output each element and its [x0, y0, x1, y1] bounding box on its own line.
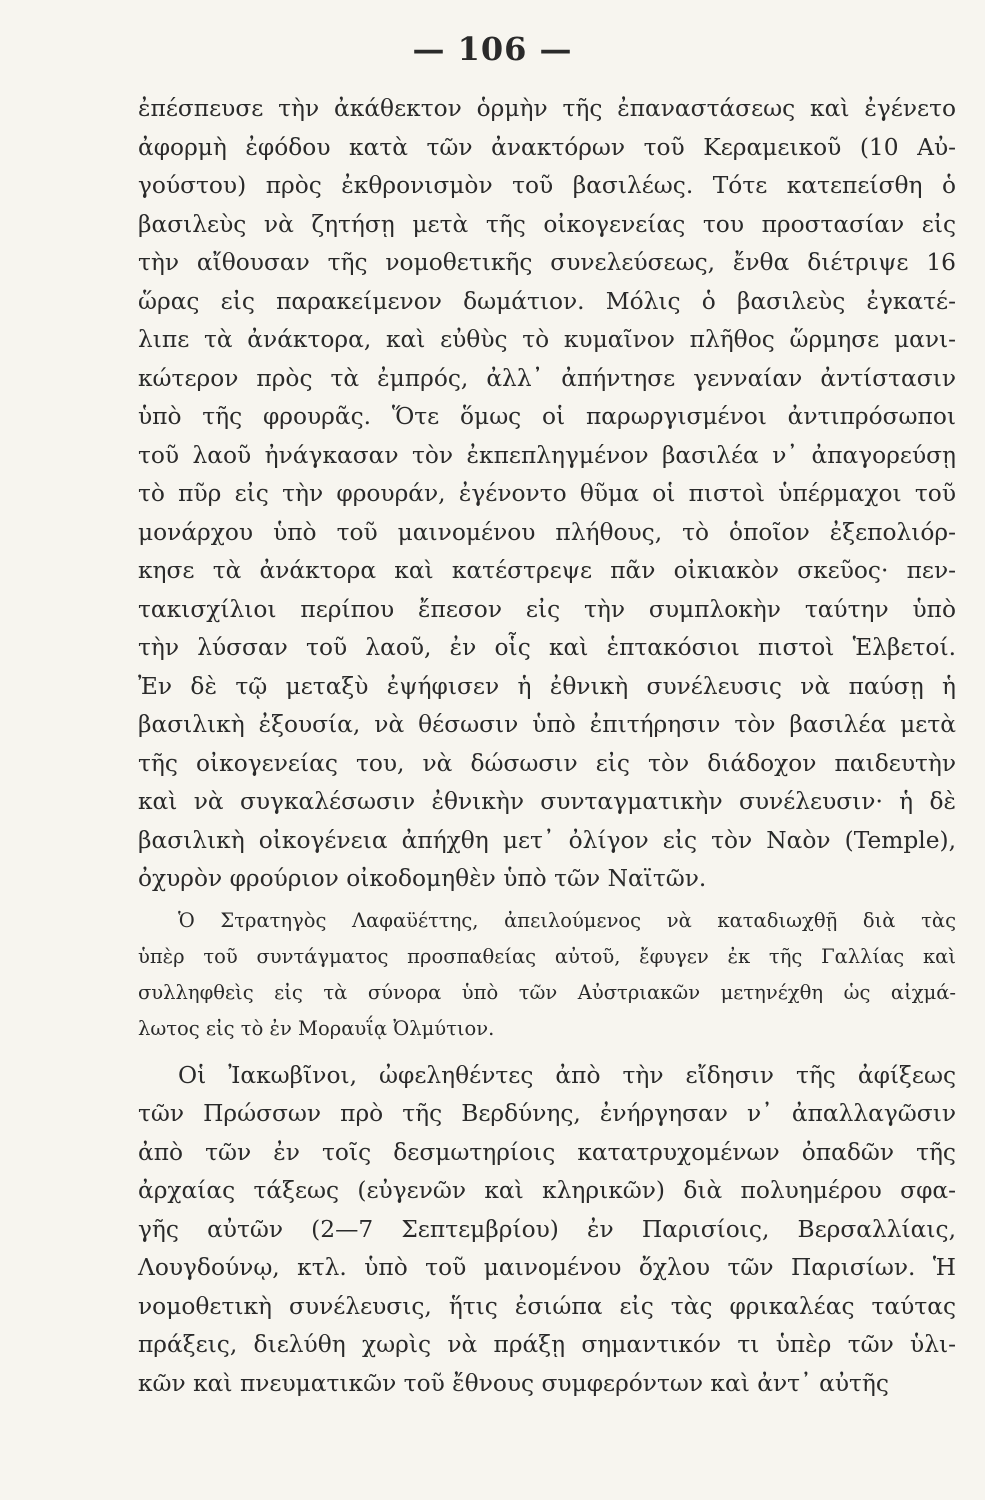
text-line: κῶν καὶ πνευματικῶν τοῦ ἔθνους συμφερόντων καὶ ἀντ᾽ αὐτῆς	[138, 1369, 889, 1397]
paragraph	[138, 90, 956, 899]
text-line: τακισχίλιοι περίπου ἔπεσον εἰς τὴν συμπλοκὴν ταύτην ὑπὸ	[138, 595, 956, 623]
text-line: ὑπὸ τῆς φρουρᾶς. Ὅτε ὅμως οἱ παρωργισμένοι ἀντιπρόσωποι	[138, 403, 956, 430]
text-line: τοῦ λαοῦ ἠνάγκασαν τὸν ἐκπεπληγμένον βασιλέα ν᾽ ἀπαγορεύσῃ	[138, 441, 956, 469]
text-line: τῆς οἰκογενείας του, νὰ δώσωσιν εἰς τὸν διάδοχον παιδευτὴν	[138, 749, 956, 777]
page-number: — 106 —	[412, 30, 573, 68]
text-line: κώτερον πρὸς τὰ ἐμπρός, ἀλλ᾽ ἀπήντησε γενναίαν ἀντίστασιν	[138, 364, 956, 392]
text-line: ἐπέσπευσε τὴν ἀκάθεκτον ὁρμὴν τῆς ἐπαναστάσεως καὶ ἐγένετο	[138, 95, 956, 122]
text-line: Ὁ Στρατηγὸς Λαφαϋέττης, ἀπειλούμενος νὰ καταδιωχθῇ διὰ τὰς	[178, 908, 956, 932]
text-line: ὀχυρὸν φρούριον οἰκοδομηθὲν ὑπὸ τῶν Ναϊτῶν.	[138, 865, 707, 892]
text-line: συλληφθεὶς εἰς τὰ σύνορα ὑπὸ τῶν Αὐστριακῶν μετηνέχθη ὡς αἰχμά-	[138, 980, 956, 1004]
text-line: λιπε τὰ ἀνάκτορα, καὶ εὐθὺς τὸ κυμαῖνον πλῆθος ὥρμησε μανι-	[138, 326, 956, 353]
text-line: νομοθετικὴ συνέλευσις, ἥτις ἐσιώπα εἰς τὰς φρικαλέας ταύτας	[138, 1292, 956, 1320]
text-line: γῆς αὐτῶν (2—7 Σεπτεμβρίου) ἐν Παρισίοις, Βερσαλλίαις,	[138, 1215, 956, 1243]
text-line: ἀρχαίας τάξεως (εὐγενῶν καὶ κληρικῶν) διὰ πολυημέρου σφα-	[138, 1177, 956, 1204]
page-body	[138, 90, 956, 1403]
text-line: βασιλικὴ ἐξουσία, νὰ θέσωσιν ὑπὸ ἐπιτήρησιν τὸν βασιλέα μετὰ	[138, 711, 956, 738]
text-line: Οἱ Ἰακωβῖνοι, ὠφεληθέντες ἀπὸ τὴν εἴδησιν τῆς ἀφίξεως	[178, 1061, 956, 1089]
text-line: τὴν λύσσαν τοῦ λαοῦ, ἐν οἷς καὶ ἑπτακόσιοι πιστοὶ Ἑλβετοί.	[138, 634, 956, 661]
text-line: ἀφορμὴ ἐφόδου κατὰ τῶν ἀνακτόρων τοῦ Κεραμεικοῦ (10 Αὐ-	[138, 133, 956, 161]
text-line: ἀπὸ τῶν ἐν τοῖς δεσμωτηρίοις κατατρυχομένων ὀπαδῶν τῆς	[138, 1138, 956, 1166]
text-line: καὶ νὰ συγκαλέσωσιν ἐθνικὴν συνταγματικὴν συνέλευσιν· ἡ δὲ	[138, 788, 956, 815]
text-line: Ἐν δὲ τῷ μεταξὺ ἐψήφισεν ἡ ἐθνικὴ συνέλευσις νὰ παύσῃ ἡ	[138, 672, 956, 700]
text-line: τὸ πῦρ εἰς τὴν φρουράν, ἐγένοντο θῦμα οἱ πιστοὶ ὑπέρμαχοι τοῦ	[138, 480, 956, 507]
text-line: λωτος εἰς τὸ ἐν Μοραυΐᾳ Ὀλμύτιον.	[138, 1016, 495, 1040]
text-line: μονάρχου ὑπὸ τοῦ μαινομένου πλήθους, τὸ ὁποῖον ἐξεπολιόρ-	[138, 518, 956, 546]
text-line: βασιλικὴ οἰκογένεια ἀπήχθη μετ᾽ ὀλίγον εἰς τὸν Ναὸν (Temple),	[138, 826, 956, 854]
text-line: βασιλεὺς νὰ ζητήσῃ μετὰ τῆς οἰκογενείας του προστασίαν εἰς	[138, 210, 956, 238]
text-line: ὥρας εἰς παρακείμενον δωμάτιον. Μόλις ὁ βασιλεὺς ἐγκατέ-	[138, 287, 956, 315]
text-line: πράξεις, διελύθη χωρὶς νὰ πράξῃ σημαντικόν τι ὑπὲρ τῶν ὑλι-	[138, 1331, 956, 1358]
paragraph-small	[138, 903, 956, 1047]
text-line: γούστου) πρὸς ἐκθρονισμὸν τοῦ βασιλέως. Τότε κατεπείσθη ὁ	[138, 172, 956, 199]
paragraph	[138, 1057, 956, 1404]
text-line: κησε τὰ ἀνάκτορα καὶ κατέστρεψε πᾶν οἰκιακὸν σκεῦος· πεν-	[138, 557, 956, 584]
text-line: τῶν Πρώσσων πρὸ τῆς Βερδύνης, ἐνήργησαν ν᾽ ἀπαλλαγῶσιν	[138, 1100, 956, 1127]
text-line: Λουγδούνῳ, κτλ. ὑπὸ τοῦ μαινομένου ὄχλου τῶν Παρισίων. Ἡ	[138, 1254, 956, 1281]
text-line: τὴν αἴθουσαν τῆς νομοθετικῆς συνελεύσεως, ἔνθα διέτριψε 16	[138, 249, 956, 276]
text-line: ὑπὲρ τοῦ συντάγματος προσπαθείας αὐτοῦ, ἔφυγεν ἐκ τῆς Γαλλίας καὶ	[138, 944, 956, 968]
